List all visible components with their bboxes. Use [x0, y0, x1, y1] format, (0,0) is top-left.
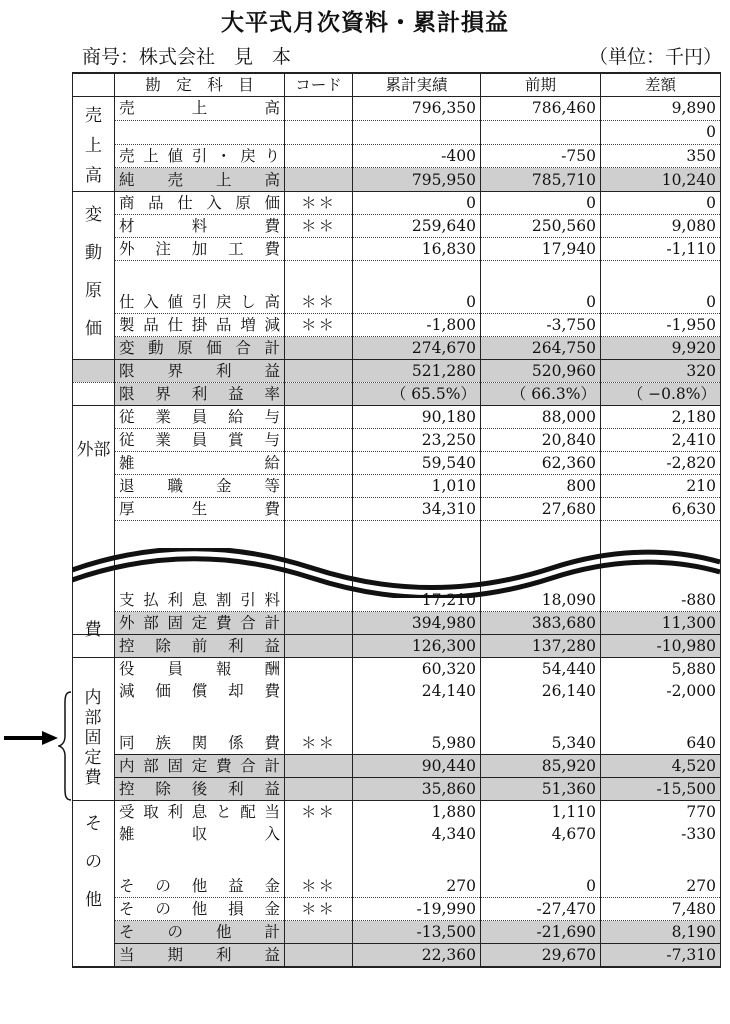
section-other: その他 [73, 801, 115, 944]
row-label: 純 売 上 高 [115, 168, 285, 192]
row-code: ＊＊ [285, 732, 353, 755]
row-label: 役 員 報 酬 [115, 658, 285, 681]
table-row [73, 921, 721, 944]
row-code [285, 823, 353, 845]
row-label: 仕入値引戻し高 [115, 291, 285, 314]
row-prev: 51,360 [481, 778, 601, 801]
row-label: 内部固定費合計 [115, 755, 285, 778]
row-diff: （ −0.8%） [601, 383, 721, 406]
row-code [285, 337, 353, 360]
row-prev: 383,680 [481, 612, 601, 635]
row-label: 変動原価合計 [115, 337, 285, 360]
row-actual: 35,860 [353, 778, 481, 801]
row-prev: 17,940 [481, 238, 601, 261]
row-actual: （ 65.5%） [353, 383, 481, 406]
row-code [285, 406, 353, 429]
row-diff: -880 [601, 589, 721, 612]
row-actual: 22,360 [353, 944, 481, 968]
row-label: 従業員給与 [115, 406, 285, 429]
row-label: 外部固定費合計 [115, 612, 285, 635]
row-code [285, 680, 353, 702]
arrow-right-icon [4, 731, 58, 745]
row-diff: 5,880 [601, 658, 721, 681]
row-actual: 4,340 [353, 823, 481, 845]
table-row [73, 406, 721, 429]
row-code [285, 475, 353, 498]
table-row [73, 97, 721, 121]
section-header [73, 73, 115, 97]
row-prev: -3,750 [481, 314, 601, 337]
table-row [73, 475, 721, 498]
row-label: 商品仕入原価 [115, 192, 285, 215]
row-prev: 20,840 [481, 429, 601, 452]
row-prev: 1,110 [481, 801, 601, 824]
row-prev: 786,460 [481, 97, 601, 121]
row-code: ＊＊ [285, 291, 353, 314]
row-actual: -400 [353, 144, 481, 168]
row-diff: 6,630 [601, 498, 721, 521]
row-code [285, 383, 353, 406]
company-name: 商号：株式会社 見 本 [82, 46, 292, 68]
row-diff: 770 [601, 801, 721, 824]
row-diff: 11,300 [601, 612, 721, 635]
row-diff: -7,310 [601, 944, 721, 968]
row-diff: 0 [601, 192, 721, 215]
row-actual: 796,350 [353, 97, 481, 121]
row-prev: -27,470 [481, 898, 601, 921]
row-prev: 800 [481, 475, 601, 498]
row-actual: 521,280 [353, 360, 481, 383]
row-label: 従業員賞与 [115, 429, 285, 452]
table-row [73, 589, 721, 612]
row-code [285, 498, 353, 521]
row-actual: 16,830 [353, 238, 481, 261]
section-sales: 売上高 [73, 97, 115, 192]
row-diff: 270 [601, 875, 721, 898]
row-prev: 26,140 [481, 680, 601, 702]
row-label: 当 期 利 益 [115, 944, 285, 968]
table-row [73, 658, 721, 681]
row-prev: 54,440 [481, 658, 601, 681]
row-label: そ の 他 計 [115, 921, 285, 944]
row-label: 売上値引・戻り [115, 144, 285, 168]
row-prev: 520,960 [481, 360, 601, 383]
row-code: ＊＊ [285, 898, 353, 921]
header-row [73, 73, 721, 97]
row-prev: 88,000 [481, 406, 601, 429]
row-code: ＊＊ [285, 192, 353, 215]
profit-loss-table [72, 72, 721, 968]
row-actual: 795,950 [353, 168, 481, 192]
row-diff: -1,110 [601, 238, 721, 261]
row-code [285, 238, 353, 261]
row-code [285, 658, 353, 681]
row-code [285, 635, 353, 658]
row-diff: 9,920 [601, 337, 721, 360]
table-row [73, 778, 721, 801]
unit-label: （単位：千円） [588, 46, 722, 68]
section-empty [73, 360, 115, 383]
table-row [73, 680, 721, 702]
row-prev: 85,920 [481, 755, 601, 778]
section-external: 外部 [73, 406, 115, 635]
row-label: 控 除 後 利 益 [115, 778, 285, 801]
row-diff: 2,180 [601, 406, 721, 429]
row-prev: 27,680 [481, 498, 601, 521]
row-diff: 4,520 [601, 755, 721, 778]
row-actual: 1,880 [353, 801, 481, 824]
row-actual: 259,640 [353, 215, 481, 238]
table-row-break [73, 521, 721, 556]
page-title: 大平式月次資料・累計損益 [221, 10, 509, 36]
row-actual: 90,440 [353, 755, 481, 778]
row-prev: 264,750 [481, 337, 601, 360]
header-code: コード [285, 73, 353, 97]
table-row [73, 337, 721, 360]
row-prev: -21,690 [481, 921, 601, 944]
table-row [73, 383, 721, 406]
section-empty [73, 383, 115, 406]
row-actual: 59,540 [353, 452, 481, 475]
row-label: そ の 他 損 金 [115, 898, 285, 921]
row-actual: 23,250 [353, 429, 481, 452]
row-prev: 5,340 [481, 732, 601, 755]
row-diff: 9,080 [601, 215, 721, 238]
row-diff: 9,890 [601, 97, 721, 121]
row-actual: 0 [353, 192, 481, 215]
row-prev: 0 [481, 875, 601, 898]
row-prev: 29,670 [481, 944, 601, 968]
row-label: 雑 給 [115, 452, 285, 475]
row-label: 同族関係費 [115, 732, 285, 755]
row-actual: 394,980 [353, 612, 481, 635]
row-label: 限界利益率 [115, 383, 285, 406]
row-actual: -19,990 [353, 898, 481, 921]
table-row [73, 755, 721, 778]
table-row [73, 238, 721, 261]
header-account: 勘 定 科 目 [115, 73, 285, 97]
row-diff: 210 [601, 475, 721, 498]
row-label: 支払利息割引料 [115, 589, 285, 612]
row-actual: -13,500 [353, 921, 481, 944]
table-row [73, 144, 721, 168]
table-row-blank [73, 261, 721, 292]
row-actual: 270 [353, 875, 481, 898]
row-diff: 0 [601, 291, 721, 314]
row-prev: 0 [481, 291, 601, 314]
row-actual: 60,320 [353, 658, 481, 681]
section-variable: 変動原価 [73, 192, 115, 360]
row-label: 減価償却費 [115, 680, 285, 702]
row-code: ＊＊ [285, 314, 353, 337]
table-row-blank [73, 845, 721, 875]
row-prev: 250,560 [481, 215, 601, 238]
row-code [285, 120, 353, 144]
row-diff: -1,950 [601, 314, 721, 337]
row-code: ＊＊ [285, 801, 353, 824]
row-label: 雑 収 入 [115, 823, 285, 845]
row-prev: 137,280 [481, 635, 601, 658]
row-prev: 4,670 [481, 823, 601, 845]
row-actual [353, 120, 481, 144]
section-empty [73, 944, 115, 968]
table-row [73, 168, 721, 192]
row-code [285, 589, 353, 612]
header-prev: 前期 [481, 73, 601, 97]
row-diff: 10,240 [601, 168, 721, 192]
table-row-blank [73, 702, 721, 732]
row-prev: （ 66.3%） [481, 383, 601, 406]
row-actual: -1,800 [353, 314, 481, 337]
row-label: 限 界 利 益 [115, 360, 285, 383]
row-diff: -2,820 [601, 452, 721, 475]
row-label: 製品仕掛品増減 [115, 314, 285, 337]
row-diff: 350 [601, 144, 721, 168]
row-code [285, 144, 353, 168]
row-label [115, 120, 285, 144]
row-code [285, 612, 353, 635]
row-label: 材 料 費 [115, 215, 285, 238]
table-row [73, 823, 721, 845]
row-actual: 274,670 [353, 337, 481, 360]
row-code [285, 97, 353, 121]
row-diff: 640 [601, 732, 721, 755]
table-row [73, 192, 721, 215]
table-row [73, 452, 721, 475]
row-label: 退 職 金 等 [115, 475, 285, 498]
table-row-break [73, 555, 721, 589]
table-row [73, 498, 721, 521]
table-row [73, 429, 721, 452]
row-diff: 2,410 [601, 429, 721, 452]
row-code: ＊＊ [285, 875, 353, 898]
section-internal-label: 内部固定費 [84, 688, 102, 788]
row-diff: -330 [601, 823, 721, 845]
row-label: 売 上 高 [115, 97, 285, 121]
row-diff: 320 [601, 360, 721, 383]
row-code [285, 755, 353, 778]
row-diff: 8,190 [601, 921, 721, 944]
row-code [285, 778, 353, 801]
row-actual: 34,310 [353, 498, 481, 521]
row-code: ＊＊ [285, 215, 353, 238]
row-label: そ の 他 益 金 [115, 875, 285, 898]
row-label: 控 除 前 利 益 [115, 635, 285, 658]
row-diff: -10,980 [601, 635, 721, 658]
row-actual: 1,010 [353, 475, 481, 498]
table-row [73, 732, 721, 755]
row-code [285, 168, 353, 192]
table-row [73, 314, 721, 337]
row-actual: 17,210 [353, 589, 481, 612]
row-actual: 24,140 [353, 680, 481, 702]
table-row [73, 120, 721, 144]
row-diff: -2,000 [601, 680, 721, 702]
table-row [73, 944, 721, 968]
row-diff: 0 [601, 120, 721, 144]
table-row [73, 635, 721, 658]
row-prev [481, 120, 601, 144]
table-row [73, 291, 721, 314]
row-prev: 0 [481, 192, 601, 215]
header-actual: 累計実績 [353, 73, 481, 97]
table-row [73, 898, 721, 921]
row-prev: 62,360 [481, 452, 601, 475]
row-code [285, 921, 353, 944]
table-row [73, 360, 721, 383]
row-actual: 5,980 [353, 732, 481, 755]
row-diff: 7,480 [601, 898, 721, 921]
row-code [285, 360, 353, 383]
row-actual: 0 [353, 291, 481, 314]
row-code [285, 944, 353, 968]
section-external-bottom: 費 [84, 620, 102, 640]
row-prev: 785,710 [481, 168, 601, 192]
row-label: 外注加工費 [115, 238, 285, 261]
row-actual: 126,300 [353, 635, 481, 658]
row-actual: 90,180 [353, 406, 481, 429]
row-diff: -15,500 [601, 778, 721, 801]
table-row [73, 801, 721, 824]
row-code [285, 429, 353, 452]
header-diff: 差額 [601, 73, 721, 97]
table-row [73, 215, 721, 238]
brace-icon [58, 690, 72, 802]
table-row [73, 875, 721, 898]
row-prev: -750 [481, 144, 601, 168]
row-code [285, 452, 353, 475]
row-label: 受取利息と配当 [115, 801, 285, 824]
row-label: 厚 生 費 [115, 498, 285, 521]
table-row [73, 612, 721, 635]
row-prev: 18,090 [481, 589, 601, 612]
